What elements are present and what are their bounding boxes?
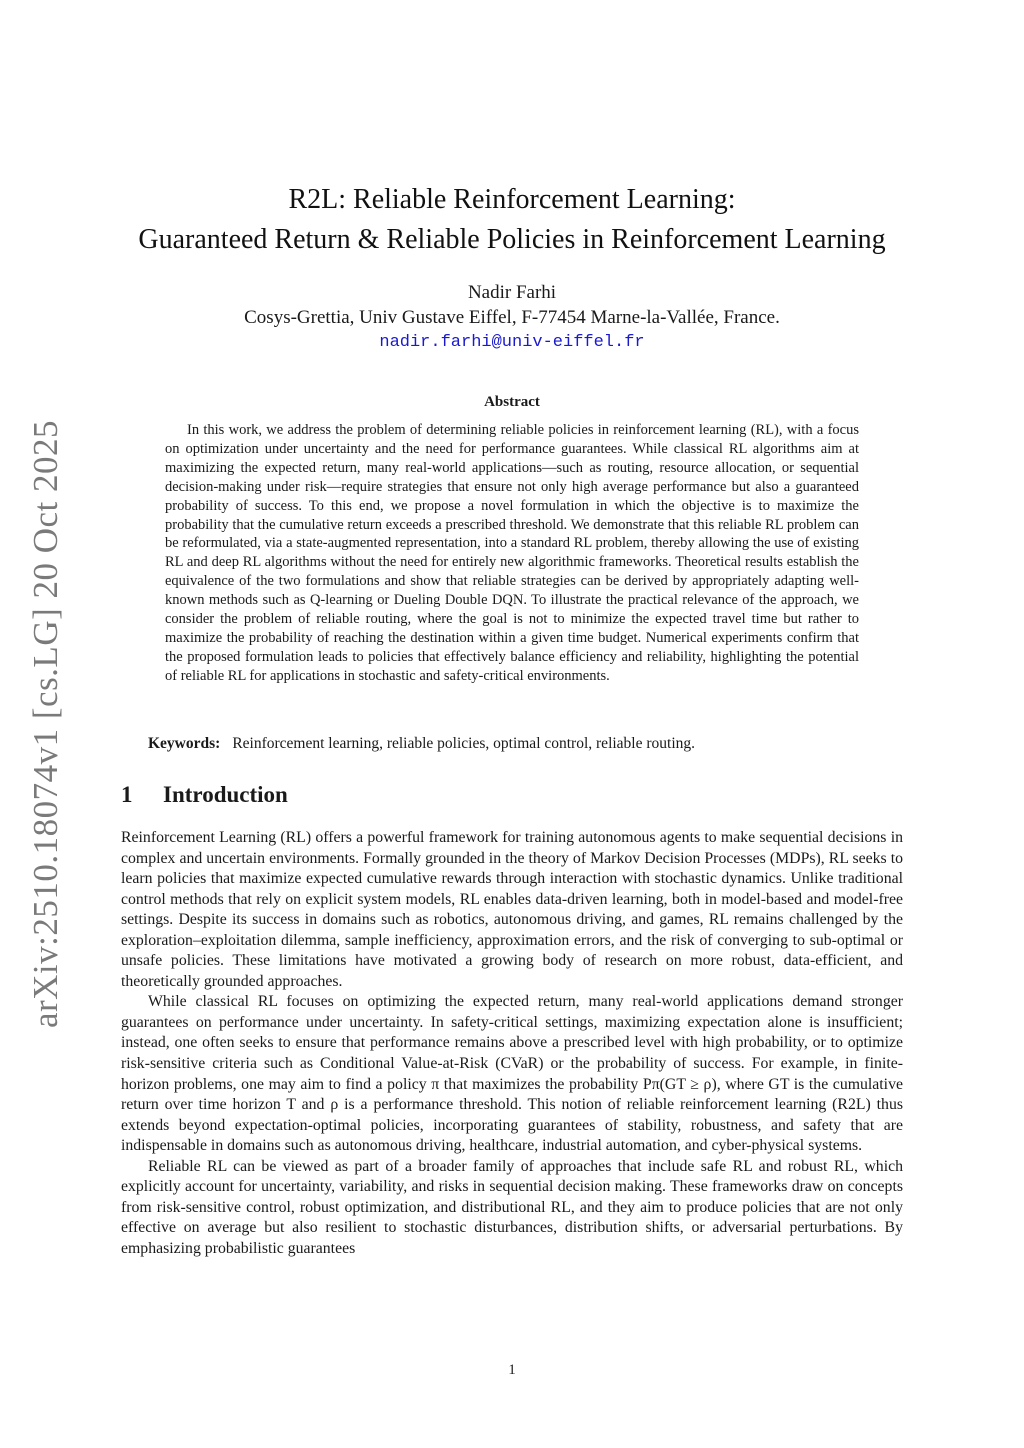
section-heading [121,782,288,808]
title-line-1: R2L: Reliable Reinforcement Learning: [288,184,736,215]
paragraph-2: While classical RL focuses on optimizing the expected return, many real-world applications demand stronger guarantees on performance under uncertainty. In safety-critical settings, maximizing expectation alone is insufficient; instead, one often seeks to ensure that performance remains above a prescribed level with high probability, or to optimize risk-sensitive criteria such as Conditional Value-at-Risk (CVaR) or the probability of success. For example, in finite-horizon problems, one may aim to find a policy π that maximizes the probability Pπ(GT ≥ ρ), where GT is the cumulative return over time horizon T and ρ is a performance threshold. This notion of reliable reinforcement learning (R2L) thus extends beyond expectation-optimal policies, incorporating guarantees of stability, robustness, and safety that are indispensable in domains such as autonomous driving, healthcare, industrial automation, and cyber-physical systems. [121,993,903,1155]
title-line-2: Guaranteed Return & Reliable Policies in Reinforcement Learning [138,224,886,255]
keywords-line [148,734,908,754]
paper-title [112,180,912,260]
paragraph-3: Reliable RL can be viewed as part of a broader family of approaches that include safe RL and robust RL, which explicitly account for uncertainty, variability, and risks in sequential decision making. These frameworks draw on concepts from risk-sensitive control, robust optimization, and distributional RL, and they aim to produce policies that are not only effective on average but also resilient to stochastic disturbances, distribution shifts, or adversarial perturbations. By emphasizing probabilistic guarantees [121,1157,903,1257]
arxiv-side-stamp: arXiv:2510.18074v1 [cs.LG] 20 Oct 2025 [26,419,65,1029]
paragraph-1: Reinforcement Learning (RL) offers a powerful framework for training autonomous agents to make sequential decisions in complex and uncertain environments. Formally grounded in the theory of Markov Decision Processes (MDPs), RL seeks to learn policies that maximize expected cumulative rewards through interaction with stochastic dynamics. Unlike traditional control methods that rely on explicit system models, RL enables data-driven learning, both in model-based and model-free settings. Despite its success in domains such as robotics, autonomous driving, and games, RL remains challenged by the exploration–exploitation dilemma, sample inefficiency, approximation errors, and the risk of converging to sub-optimal or unsafe policies. These limitations have motivated a growing body of research on more robust, data-efficient, and theoretically grounded approaches. [121,829,903,990]
abstract-heading: Abstract [484,394,540,410]
section-title: Introduction [163,782,288,807]
keywords-label: Keywords: [148,735,221,752]
introduction-body [121,828,903,1259]
author-name: Nadir Farhi [467,282,557,303]
author-block [112,280,912,355]
abstract-text: In this work, we address the problem of determining reliable policies in reinforcement learning (RL), with a focus on optimization under uncertainty and the need for performance guarantees. While classical RL algorithms aim at maximizing the expected return, many real-world applications—such as routing, resource allocation, or sequential decision-making under risk—require strategies that ensure not only high average performance but also a guaranteed probability of success. To this end, we propose a novel formulation in which the objective is to maximize the probability that the cumulative return exceeds a prescribed threshold. We demonstrate that this reliable RL problem can be reformulated, via a state-augmented representation, into a standard RL problem, thereby allowing the use of existing RL and deep RL algorithms without the need for entirely new algorithmic frameworks. Theoretical results establish the equivalence of the two formulations and show that reliable strategies can be derived by appropriately adapting well-known methods such as Q-learning or Dueling Double DQN. To illustrate the practical relevance of the approach, we consider the problem of reliable routing, where the goal is not to minimize the expected travel time but rather to maximize the probability of reaching the destination within a given time budget. Numerical experiments confirm that the proposed formulation leads to policies that effectively balance efficiency and reliability, highlighting the potential of reliable RL for applications in stochastic and safety-critical environments. [165,422,859,684]
page-number: 1 [508,1362,516,1378]
keywords-text: Reinforcement learning, reliable policies, optimal control, reliable routing. [232,735,696,752]
section-number: 1 [121,782,133,807]
author-affiliation: Cosys-Grettia, Univ Gustave Eiffel, F-77454 Marne-la-Vallée, France. [244,307,780,328]
author-email-link[interactable]: nadir.farhi@univ-eiffel.fr [379,333,645,352]
